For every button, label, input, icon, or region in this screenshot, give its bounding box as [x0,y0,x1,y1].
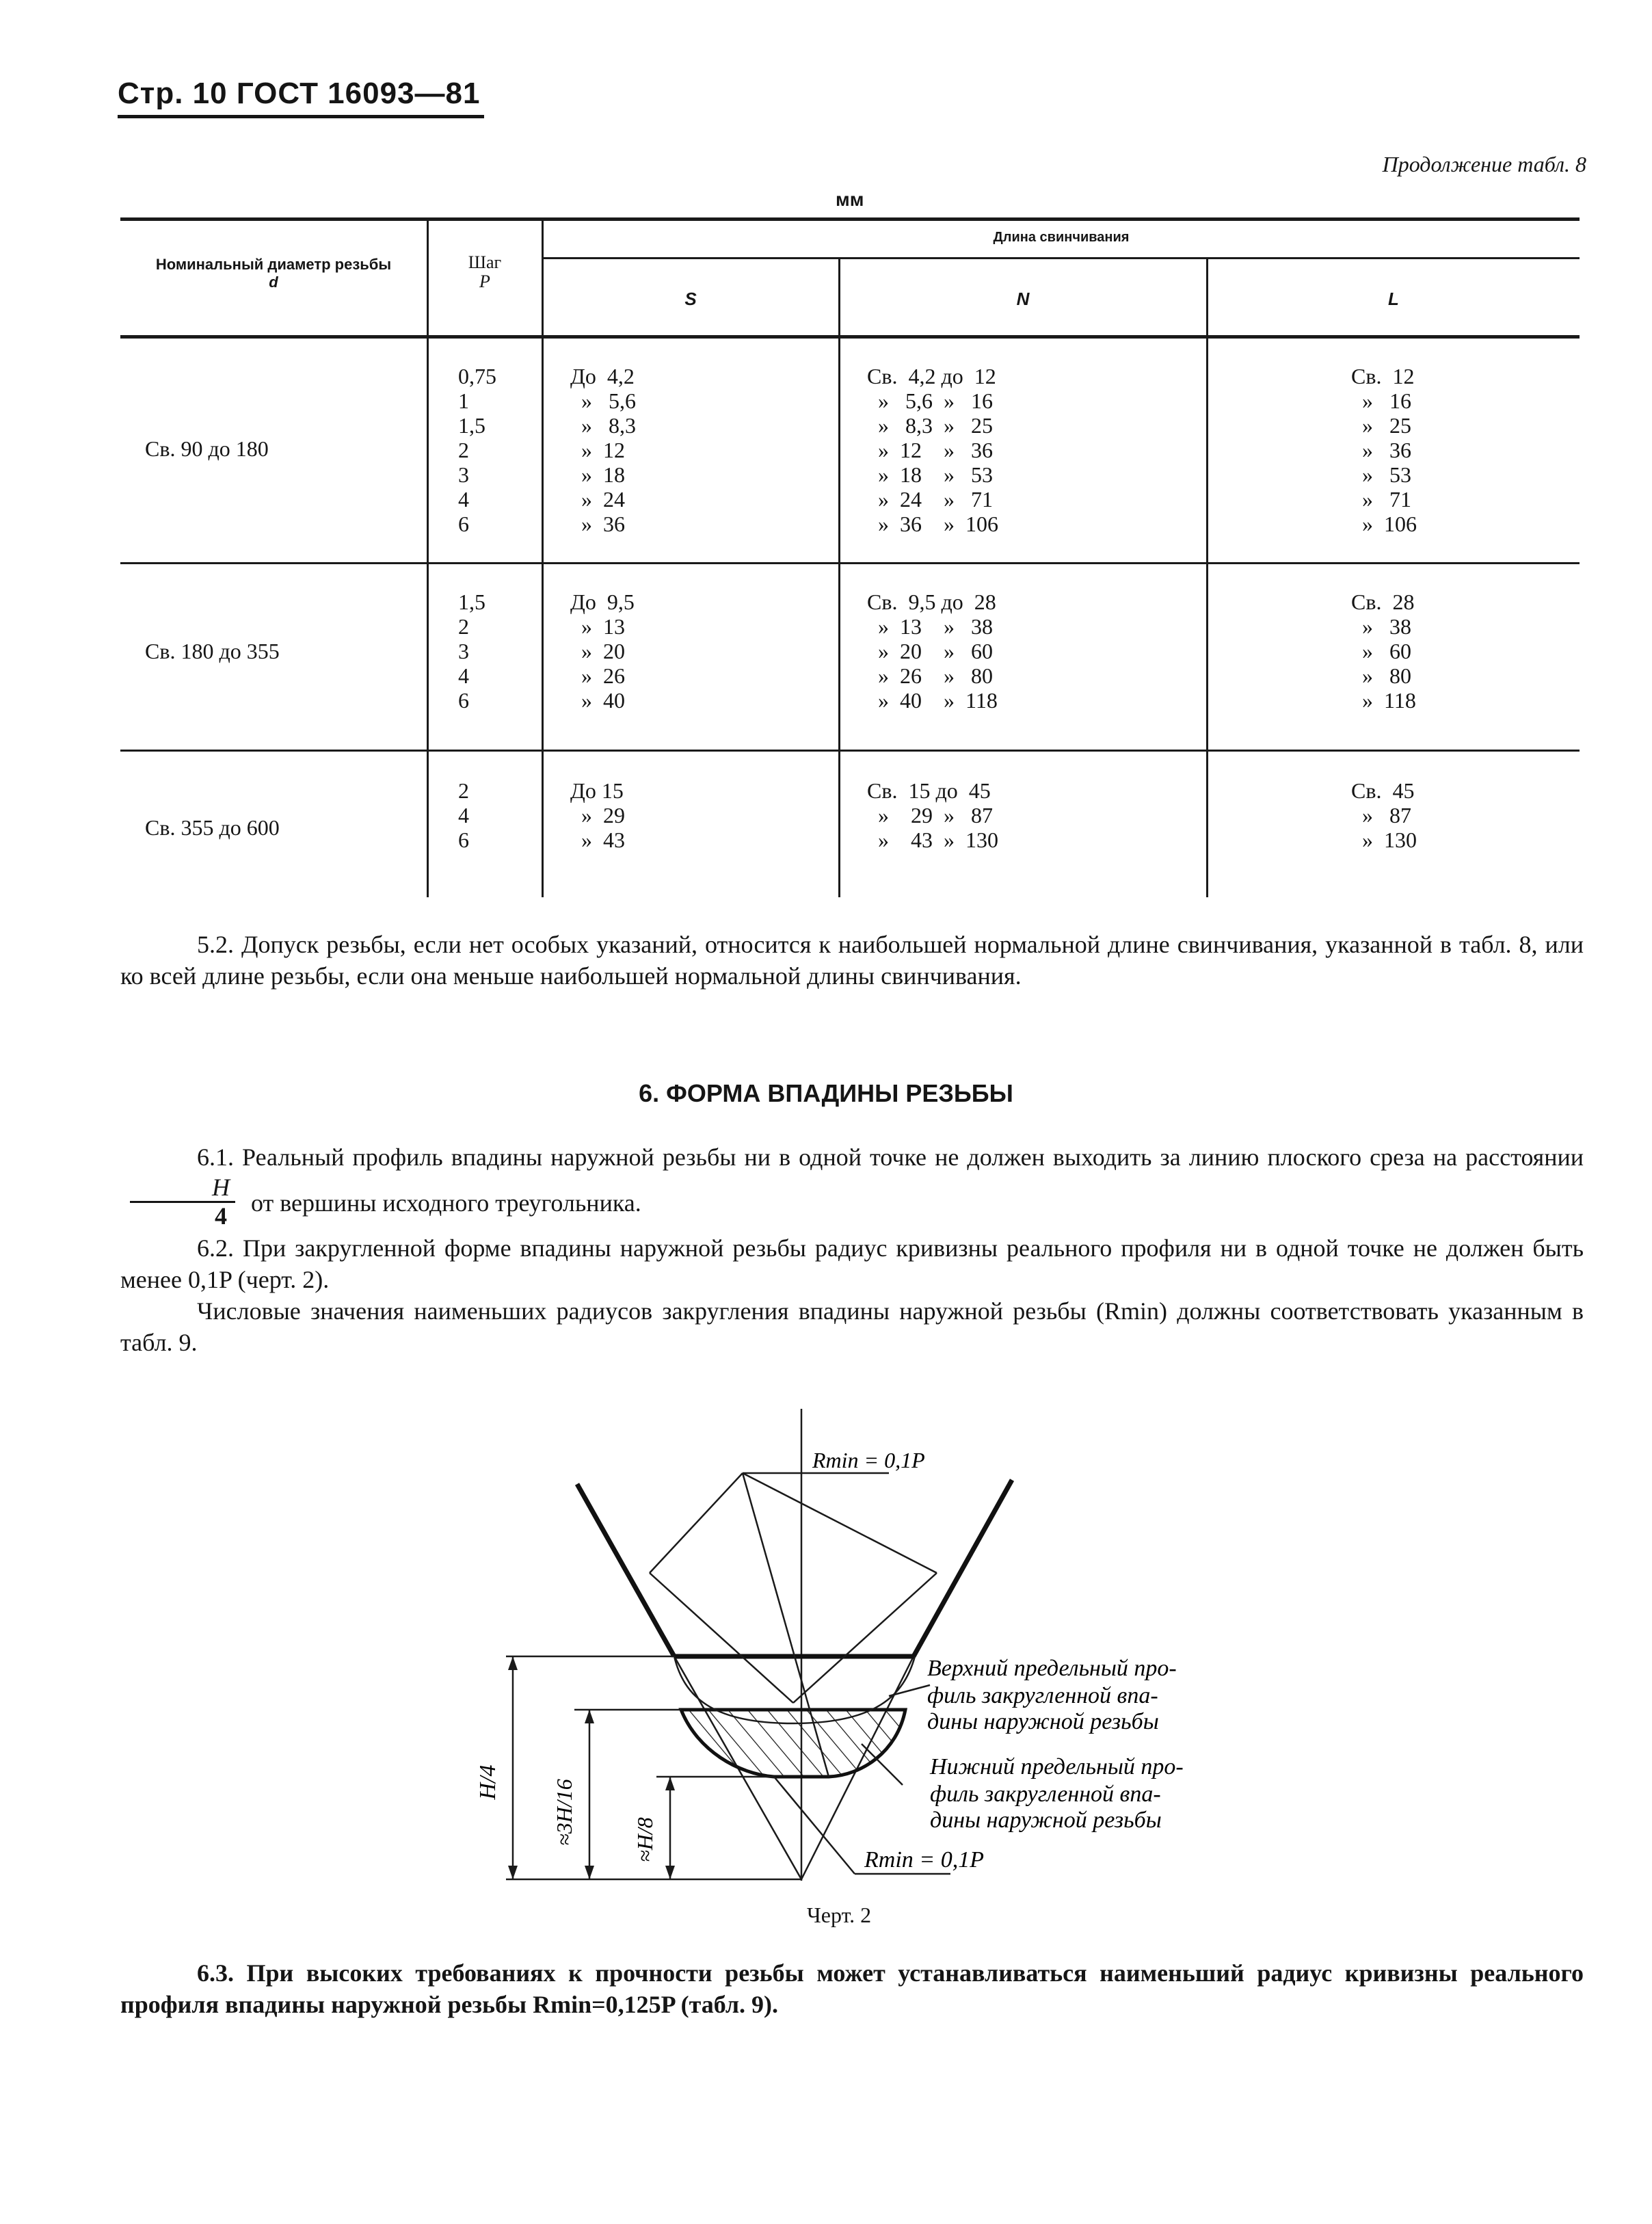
row-divider [120,562,1580,564]
fraction-h-over-4 [130,1174,235,1229]
row-l: Св. 45 » 87 » 130 [1351,778,1417,852]
hatched-tolerance-zone [681,1710,905,1777]
row-n: Св. 9,5 до 28 » 13 » 38 » 20 » 60 » 26 » 80 » 40 » 118 [867,590,998,713]
fraction-numerator: H [130,1174,235,1203]
lower-profile-note: Нижний предельный про- [930,1754,1184,1779]
col-divider [838,259,840,897]
header-n: N [1016,289,1030,309]
row-s: До 15 » 29 » 43 [570,778,625,852]
row-pitch: 0,75 1 1,5 2 3 4 6 [458,364,496,536]
header-diameter-symbol: d [269,274,278,291]
row-s: До 9,5 » 13 » 20 » 26 » 40 [570,590,635,713]
thread-root-figure [410,1402,1299,1894]
header-s: S [684,289,697,309]
page-header: Стр. 10 ГОСТ 16093—81 [118,77,481,110]
row-s: До 4,2 » 5,6 » 8,3 » 12 » 18 » 24 » 36 [570,364,636,536]
paragraph-6-1-end: от вершины исходного треугольника. [251,1189,641,1217]
paragraph-6-1 [120,1137,1584,1233]
header-bottom-rule [120,335,1580,339]
header-pitch-label: Шаг [468,252,502,272]
paragraph-5-2: 5.2. Допуск резьбы, если нет особых указаний, относится к наибольшей нормальной длине свинчивания, указанной в табл. 8, или ко всей длине резьбы, если она меньше наибольшей нормальной длины свинчивания. [120,931,1584,990]
dim-h4-label: H/4 [475,1764,501,1800]
header-length-group: Длина свинчивания [993,230,1130,245]
row-pitch: 2 4 6 [458,778,469,852]
rmin-bottom-label: Rmin = 0,1P [864,1847,984,1872]
length-group-rule [542,257,1580,259]
header-pitch-symbol: P [479,272,490,291]
paragraph-6-2b: Числовые значения наименьших радиусов закругления впадины наружной резьбы (Rmin) должны соответствовать указанным в табл. 9. [120,1297,1584,1356]
paragraph-6-3: 6.3. При высоких требованиях к прочности резьбы может устанавливаться наименьший радиус кривизны реального профиля впадины наружной резьбы Rmin=0,125P (табл. 9). [120,1959,1584,2018]
header-diameter-label: Номинальный диаметр резьбы [155,256,392,273]
row-diameter: Св. 180 до 355 [145,639,280,663]
header-pitch [428,253,542,291]
col-divider [427,220,429,897]
upper-profile-note: Верхний предельный про- [927,1656,1177,1681]
section-title: 6. ФОРМА ВПАДИНЫ РЕЗЬБЫ [639,1079,1013,1107]
figure-caption: Черт. 2 [807,1903,872,1927]
row-l: Св. 28 » 38 » 60 » 80 » 118 [1351,590,1416,713]
paragraph-6-1-start: 6.1. Реальный профиль впадины наружной резьбы ни в одной точке не должен выходить за линию плоского среза на расстоянии [197,1143,1584,1171]
row-divider [120,750,1580,752]
header-l: L [1388,289,1399,309]
left-flank [577,1484,674,1656]
row-n: Св. 4,2 до 12 » 5,6 » 16 » 8,3 » 25 » 12 » 36 » 18 » 53 » 24 » 71 » 36 » 106 [867,364,998,536]
upper-profile-note: филь закругленной впа- [927,1683,1158,1708]
table-top-rule [120,217,1580,221]
row-pitch: 1,5 2 3 4 6 [458,590,485,713]
fraction-denominator: 4 [215,1202,227,1230]
table-units: мм [836,189,864,210]
paragraph-6-2: 6.2. При закругленной форме впадины наружной резьбы радиус кривизны реального профиля ни в одной точке не должен быть менее 0,1P (черт. 2). [120,1234,1584,1293]
col-divider [1206,259,1208,897]
header-diameter [120,256,427,291]
header-rule [118,115,484,118]
dim-h8-label: ≈H/8 [632,1817,657,1862]
lower-profile-note: филь закругленной впа- [930,1782,1161,1807]
lower-profile-note: дины наружной резьбы [930,1808,1162,1833]
dim-3h16-label: ≈3H/16 [552,1779,576,1846]
row-diameter: Св. 355 до 600 [145,815,280,840]
row-l: Св. 12 » 16 » 25 » 36 » 53 » 71 » 106 [1351,364,1417,536]
table-continuation-label: Продолжение табл. 8 [1382,152,1586,176]
row-diameter: Св. 90 до 180 [145,436,269,461]
upper-profile-note: дины наружной резьбы [927,1709,1159,1734]
row-n: Св. 15 до 45 » 29 » 87 » 43 » 130 [867,778,998,852]
rmin-top-label: Rmin = 0,1P [812,1448,925,1472]
col-divider [542,220,544,897]
